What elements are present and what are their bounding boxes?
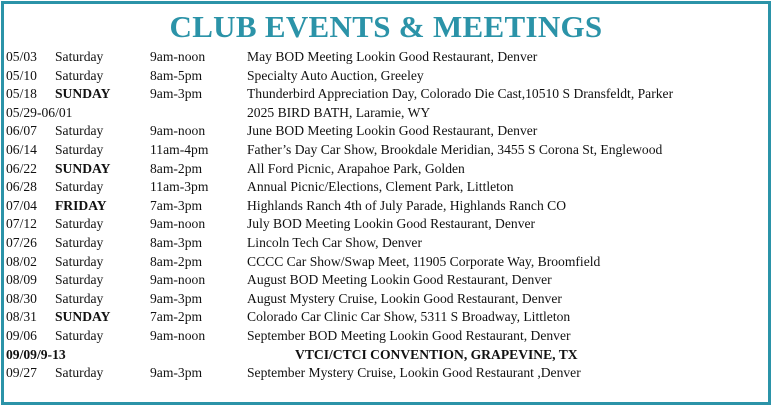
event-day: Saturday — [55, 141, 104, 157]
event-description: All Ford Picnic, Arapahoe Park, Golden — [247, 160, 465, 176]
events-list — [6, 48, 764, 383]
event-date: 05/18 — [6, 86, 37, 102]
list-item — [6, 215, 764, 234]
event-date: 05/03 — [6, 49, 37, 64]
list-item — [6, 104, 764, 123]
event-description: September Mystery Cruise, Lookin Good Restaurant ,Denver — [247, 365, 581, 381]
event-time: 8am-2pm — [150, 160, 203, 176]
event-time: 11am-3pm — [150, 179, 209, 195]
event-description: Annual Picnic/Elections, Clement Park, Littleton — [247, 179, 514, 195]
event-description: CCCC Car Show/Swap Meet, 11905 Corporate Way, Broomfield — [247, 253, 601, 269]
event-date: 07/12 — [6, 216, 37, 232]
event-date: 09/09/9-13 — [6, 346, 66, 362]
event-description: May BOD Meeting Lookin Good Restaurant, Denver — [247, 49, 538, 64]
event-time: 9am-3pm — [150, 86, 203, 102]
list-item — [6, 48, 764, 67]
event-description: Lincoln Tech Car Show, Denver — [247, 234, 422, 250]
event-day: Saturday — [55, 234, 104, 250]
event-time: 7am-3pm — [150, 197, 203, 213]
list-item — [6, 85, 764, 104]
event-time: 9am-3pm — [150, 365, 203, 381]
list-item — [6, 197, 764, 216]
events-frame — [1, 1, 771, 405]
event-time: 11am-4pm — [150, 141, 209, 157]
event-date: 07/04 — [6, 197, 37, 213]
list-item — [6, 308, 764, 327]
event-time: 9am-noon — [150, 216, 206, 232]
event-day: Saturday — [55, 179, 104, 195]
event-time: 9am-noon — [150, 327, 206, 343]
list-item — [6, 346, 764, 365]
event-date: 08/09 — [6, 272, 37, 288]
event-description: August BOD Meeting Lookin Good Restaurant, Denver — [247, 272, 552, 288]
event-description: September BOD Meeting Lookin Good Restaurant, Denver — [247, 327, 571, 343]
list-item — [6, 271, 764, 290]
event-time: 8am-5pm — [150, 67, 203, 83]
event-date: 06/28 — [6, 179, 37, 195]
event-date: 08/02 — [6, 253, 37, 269]
event-day: Saturday — [55, 49, 104, 64]
event-time: 8am-2pm — [150, 253, 203, 269]
event-description: Highlands Ranch 4th of July Parade, Highlands Ranch CO — [247, 197, 567, 213]
event-description: July BOD Meeting Lookin Good Restaurant, Denver — [247, 216, 536, 232]
event-day: Saturday — [55, 216, 104, 232]
event-date: 05/10 — [6, 67, 37, 83]
event-day: SUNDAY — [55, 309, 111, 325]
event-time: 9am-noon — [150, 123, 206, 139]
event-date: 06/22 — [6, 160, 37, 176]
event-date: 06/07 — [6, 123, 37, 139]
event-day: Saturday — [55, 67, 104, 83]
list-item — [6, 67, 764, 86]
event-time: 9am-noon — [150, 272, 206, 288]
event-day: Saturday — [55, 253, 104, 269]
event-date: 08/31 — [6, 309, 37, 325]
event-date: 06/14 — [6, 141, 37, 157]
event-day: Saturday — [55, 327, 104, 343]
event-time: 8am-3pm — [150, 234, 203, 250]
list-item — [6, 253, 764, 272]
event-date: 07/26 — [6, 234, 37, 250]
event-description: Colorado Car Clinic Car Show, 5311 S Broadway, Littleton — [247, 309, 571, 325]
event-day: Saturday — [55, 123, 104, 139]
list-item — [6, 160, 764, 179]
event-description: Father’s Day Car Show, Brookdale Meridian, 3455 S Corona St, Englewood — [247, 141, 663, 157]
event-day: Saturday — [55, 272, 104, 288]
list-item — [6, 290, 764, 309]
event-description: August Mystery Cruise, Lookin Good Restaurant, Denver — [247, 290, 562, 306]
event-date: 05/29-06/01 — [6, 104, 73, 120]
event-day: SUNDAY — [55, 160, 111, 176]
list-item — [6, 122, 764, 141]
event-description: Specialty Auto Auction, Greeley — [247, 67, 424, 83]
list-item — [6, 364, 764, 383]
event-date: 08/30 — [6, 290, 37, 306]
event-time: 9am-3pm — [150, 290, 203, 306]
event-date: 09/27 — [6, 365, 37, 381]
event-time: 9am-noon — [150, 49, 206, 64]
event-date: 09/06 — [6, 327, 37, 343]
page-title: CLUB EVENTS & MEETINGS — [169, 9, 603, 44]
event-day: Saturday — [55, 365, 104, 381]
event-day: Saturday — [55, 290, 104, 306]
event-day: SUNDAY — [55, 86, 111, 102]
event-day: FRIDAY — [55, 197, 107, 213]
list-item — [6, 327, 764, 346]
event-description: 2025 BIRD BATH, Laramie, WY — [247, 104, 431, 120]
list-item — [6, 178, 764, 197]
event-description: VTCI/CTCI CONVENTION, GRAPEVINE, TX — [295, 346, 578, 362]
list-item — [6, 234, 764, 253]
event-description: June BOD Meeting Lookin Good Restaurant, Denver — [247, 123, 538, 139]
event-description: Thunderbird Appreciation Day, Colorado Die Cast,10510 S Dransfeldt, Parker — [247, 86, 674, 102]
list-item — [6, 141, 764, 160]
event-time: 7am-2pm — [150, 309, 203, 325]
